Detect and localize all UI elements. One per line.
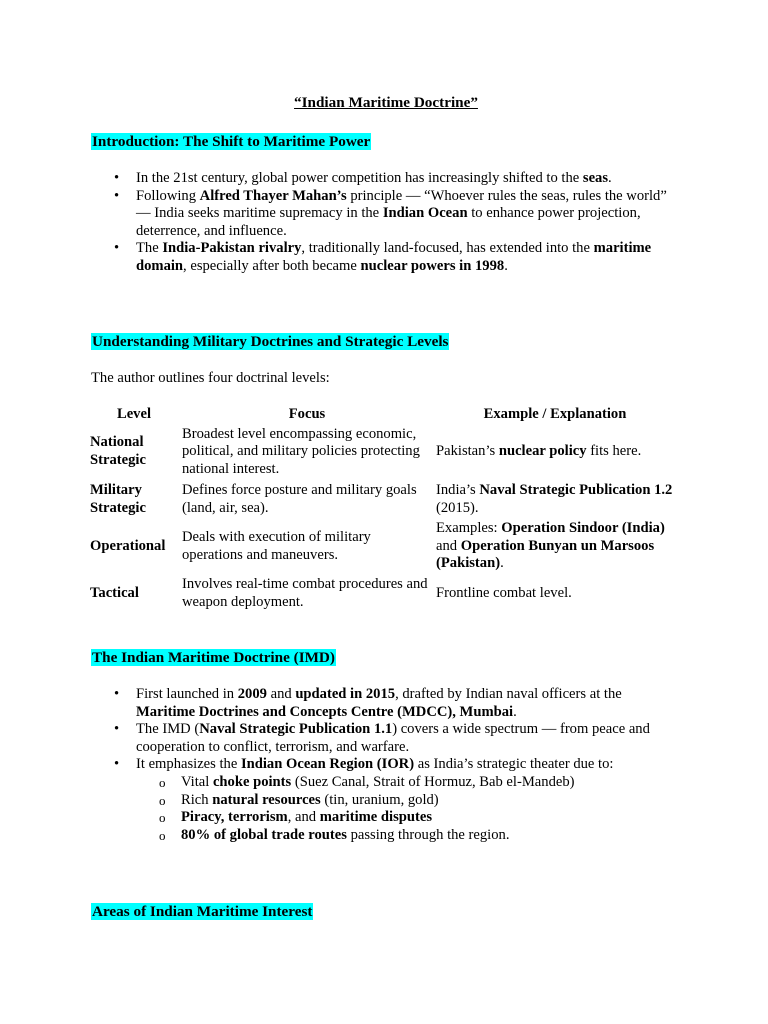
focus-cell: Deals with execution of military operations and maneuvers. — [182, 528, 371, 563]
list-item: • First launched in 2009 and updated in 2015, drafted by Indian naval officers at the Maritime Doctrines and Concepts Centre (MDCC), Mumbai. — [91, 686, 681, 721]
table-row — [88, 574, 676, 614]
sub-list-item: o Rich natural resources (tin, uranium, gold) — [91, 792, 681, 810]
list-item — [91, 756, 681, 844]
level-cell: Operational — [90, 537, 166, 554]
level-cell: National Strategic — [90, 434, 146, 468]
level-cell: Military Strategic — [90, 481, 146, 516]
intro-heading-text: Introduction: The Shift to Maritime Power — [92, 133, 371, 150]
doctrines-lead-text: The author outlines four doctrinal levels: — [91, 370, 330, 386]
list-item: • The IMD (Naval Strategic Publication 1.1) covers a wide spectrum — from peace and cooperation to conflict, terrorism, and warfare. — [91, 721, 681, 756]
list-item-text: It emphasizes the Indian Ocean Region (IOR) as India’s strategic theater due to: — [136, 756, 614, 773]
column-header-level: Level — [116, 405, 152, 422]
intro-heading — [91, 133, 371, 151]
level-cell: Tactical — [90, 585, 139, 602]
example-cell: India’s Naval Strategic Publication 1.2 (2015). — [436, 481, 673, 516]
doctrines-heading-text: Understanding Military Doctrines and Strategic Levels — [92, 333, 449, 350]
focus-cell: Broadest level encompassing economic, political, and military policies protecting national interest. — [182, 425, 420, 477]
table-row — [88, 424, 676, 480]
focus-cell: Defines force posture and military goals (land, air, sea). — [182, 481, 417, 516]
column-header-focus: Focus — [288, 405, 326, 422]
intro-bullet-list — [91, 170, 681, 276]
imd-sub-bullet-list — [136, 774, 681, 844]
table-row — [88, 519, 676, 574]
focus-cell: Involves real-time combat procedures and weapon deployment. — [182, 576, 428, 610]
document-title: “Indian Maritime Doctrine” — [294, 94, 478, 111]
example-cell: Pakistan’s nuclear policy fits here. — [436, 443, 642, 460]
table-row — [88, 480, 676, 519]
areas-heading — [91, 903, 313, 921]
areas-heading-text: Areas of Indian Maritime Interest — [92, 903, 313, 920]
list-item: • In the 21st century, global power competition has increasingly shifted to the seas. — [91, 170, 681, 188]
example-cell: Frontline combat level. — [436, 585, 572, 602]
list-item: • The India-Pakistan rivalry, traditionally land-focused, has extended into the maritime domain, especially after both became nuclear powers in 1998. — [91, 240, 681, 275]
imd-heading-text: The Indian Maritime Doctrine (IMD) — [92, 649, 335, 666]
sub-list-item: o Piracy, terrorism, and maritime disputes — [91, 809, 681, 827]
doctrinal-levels-table — [88, 405, 676, 614]
imd-heading — [91, 649, 336, 667]
list-item: • Following Alfred Thayer Mahan’s principle — “Whoever rules the seas, rules the world” — India seeks maritime supremacy in the Indian Ocean to enhance power projection, deterrence, and influence. — [91, 188, 681, 241]
doctrines-heading — [91, 333, 449, 351]
sub-list-item: o 80% of global trade routes passing through the region. — [91, 827, 681, 845]
imd-bullet-list — [91, 686, 681, 844]
column-header-example: Example / Explanation — [483, 405, 627, 422]
table-header-row — [88, 405, 676, 424]
sub-list-item: o Vital choke points (Suez Canal, Strait of Hormuz, Bab el-Mandeb) — [91, 774, 681, 792]
example-cell: Examples: Operation Sindoor (India) and Operation Bunyan un Marsoos (Pakistan). — [436, 520, 665, 572]
